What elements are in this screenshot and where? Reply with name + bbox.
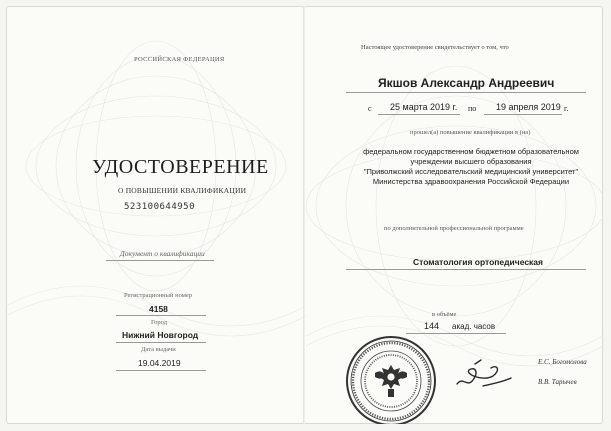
- signatory-2: В.В. Тарычев: [538, 378, 577, 386]
- period-year-suffix: г.: [564, 104, 569, 113]
- organization-block: [346, 147, 596, 187]
- organization-line: учреждении высшего образования: [410, 157, 532, 166]
- period-to-word: по: [468, 104, 477, 113]
- organization-line: "Приволжский исследовательский медицинский университет": [363, 167, 579, 176]
- signature-icon: [453, 358, 515, 392]
- volume-underline: [406, 333, 506, 334]
- person-name: Якшов Александр Андреевич: [378, 76, 555, 90]
- organization-line: федеральном государственном бюджетном образовательном: [363, 147, 579, 156]
- certificate-document: [6, 6, 603, 424]
- period-from-word: с: [368, 104, 372, 113]
- registration-underline: [116, 315, 206, 316]
- volume-label: в объёме: [432, 311, 457, 318]
- period-from-underline: [378, 114, 460, 115]
- page-fold: [303, 6, 305, 424]
- document-type-underline: [106, 260, 214, 261]
- volume-hours: 144: [424, 321, 440, 331]
- person-underline: [346, 92, 586, 93]
- organization-line: Министерства здравоохранения Российской Федерации: [372, 177, 570, 186]
- issue-date-value: 19.04.2019: [138, 358, 181, 368]
- volume-unit: акад. часов: [452, 322, 496, 331]
- country-name: РОССИЙСКАЯ ФЕДЕРАЦИЯ: [134, 56, 225, 63]
- period-from-date: 25 марта 2019 г.: [390, 102, 458, 112]
- official-seal-icon: [345, 335, 437, 424]
- period-to-date: 19 апреля 2019: [496, 102, 561, 112]
- issue-date-label: Дата выдачи: [141, 346, 176, 353]
- registration-label: Регистрационный номер: [124, 292, 192, 299]
- signatory-1: Е.С. Богомолова: [538, 358, 587, 366]
- document-title: УДОСТОВЕРЕНИЕ: [92, 156, 269, 178]
- program-label: по дополнительной профессиональной программе: [384, 225, 524, 232]
- document-number: 523100644950: [124, 202, 196, 212]
- issue-date-underline: [116, 370, 206, 371]
- city-underline: [116, 342, 206, 343]
- passed-text: прошел(а) повышение квалификации в (на): [410, 129, 531, 136]
- period-to-underline: [484, 114, 562, 115]
- document-type: Документ о квалификации: [120, 249, 205, 258]
- intro-text: Настоящее удостоверение свидетельствует о том, что: [361, 44, 509, 51]
- program-underline: [346, 269, 586, 270]
- city-value: Нижний Новгород: [122, 330, 199, 340]
- city-label: Город: [151, 319, 168, 326]
- document-subtitle: О ПОВЫШЕНИИ КВАЛИФИКАЦИИ: [118, 186, 247, 195]
- program-name: Стоматология ортопедическая: [413, 257, 543, 267]
- registration-number: 4158: [149, 304, 168, 314]
